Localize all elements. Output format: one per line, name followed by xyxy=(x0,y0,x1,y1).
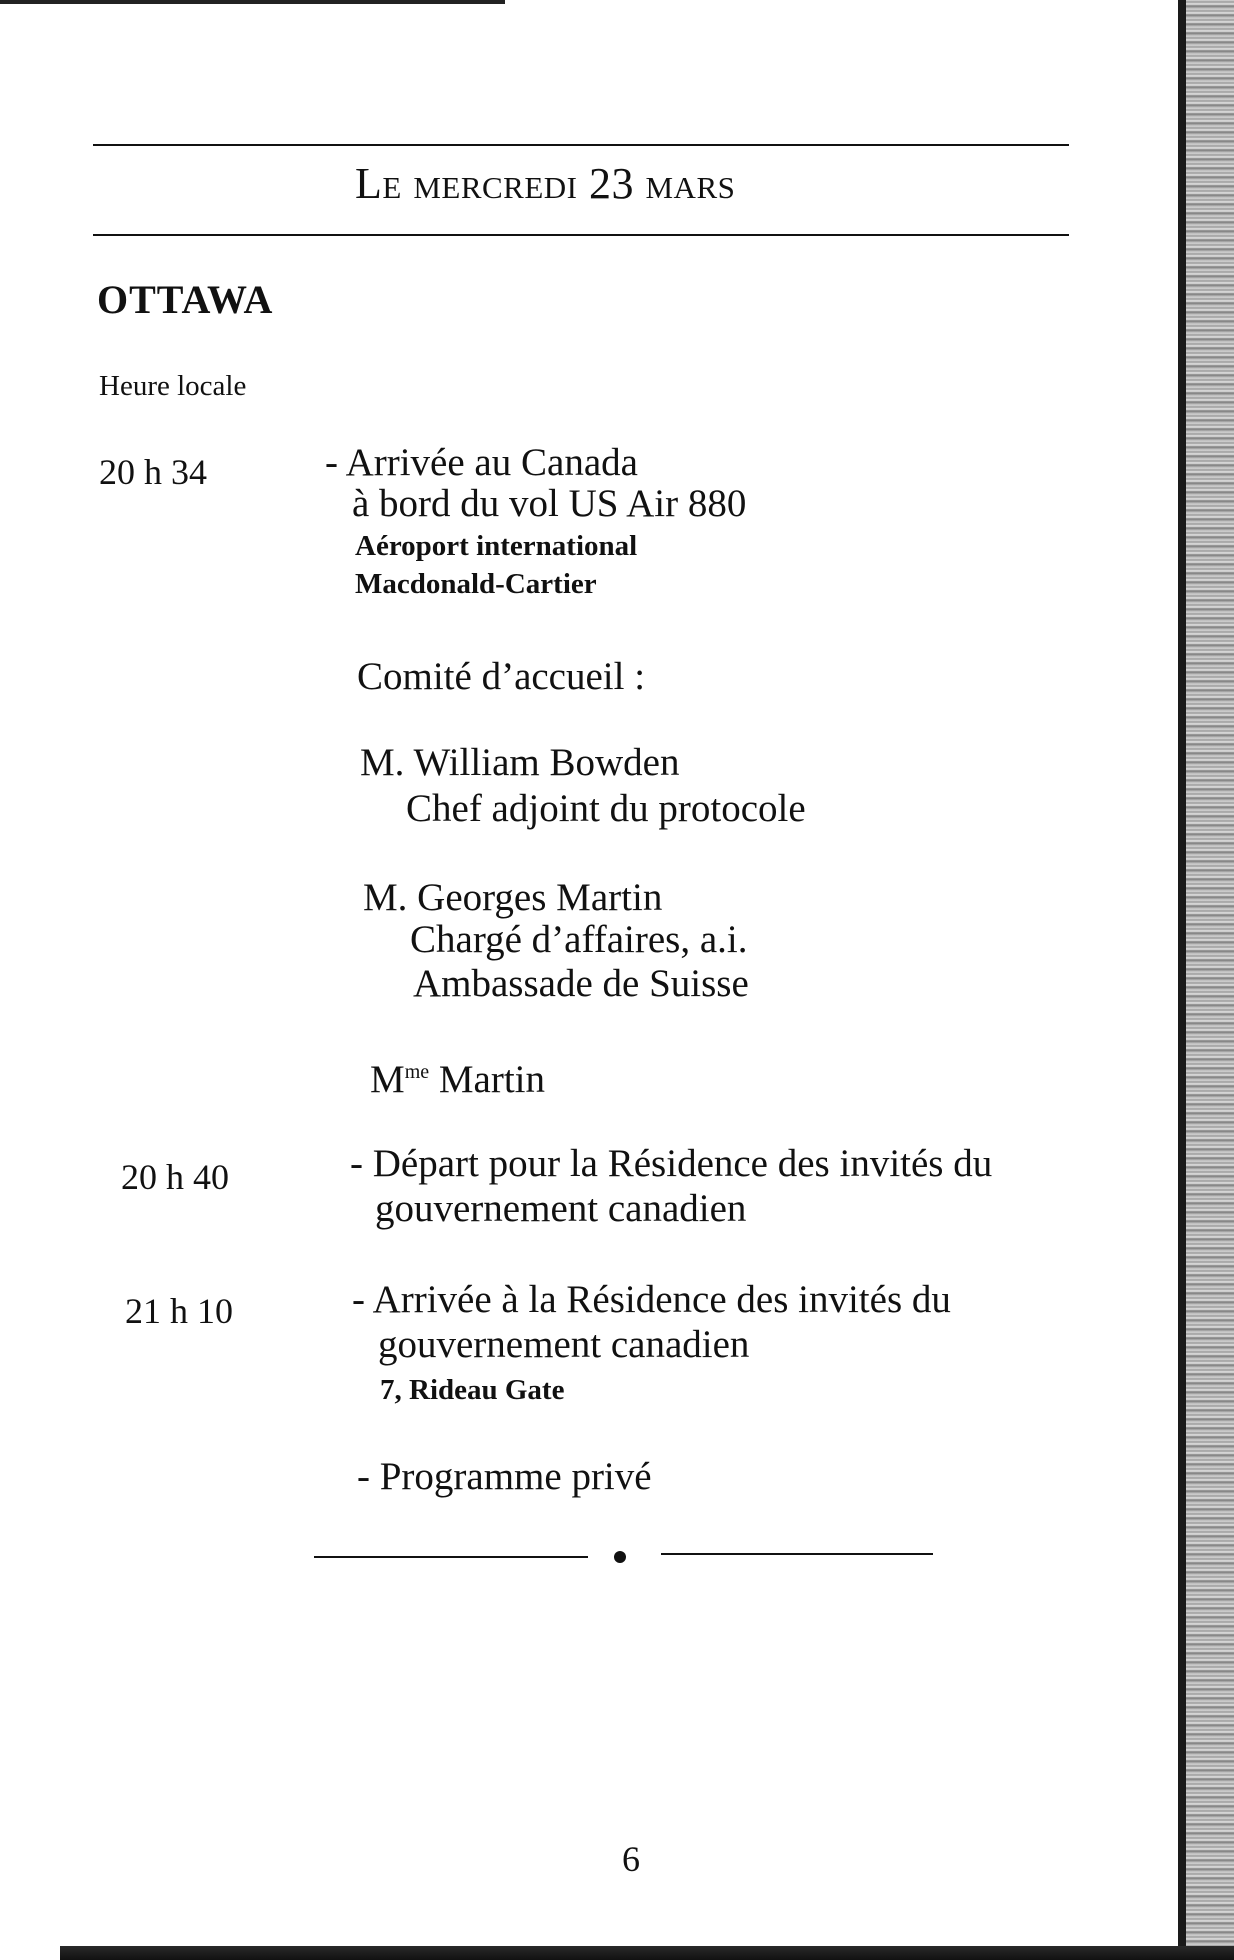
entry-2-line-1: - Départ pour la Résidence des invités du xyxy=(350,1142,993,1185)
time-entry-3: 21 h 10 xyxy=(125,1291,233,1331)
committee-member-2-role-1: Chargé d’affaires, a.i. xyxy=(410,918,748,961)
entry-1-line-2: à bord du vol US Air 880 xyxy=(352,482,747,525)
committee-label: Comité d’accueil : xyxy=(357,655,646,698)
committee-member-3-name: $M^{me}$ Martin xyxy=(370,1058,546,1101)
time-entry-1: 20 h 34 xyxy=(99,452,207,492)
time-entry-2: 20 h 40 xyxy=(121,1157,229,1197)
entry-1-place-1: Aéroport international xyxy=(355,530,638,562)
ornament-rule-left xyxy=(314,1556,588,1558)
scan-right-edge xyxy=(1178,0,1234,1960)
header-rule-top xyxy=(93,144,1069,146)
private-program: - Programme privé xyxy=(357,1455,652,1498)
ornament-bullet xyxy=(614,1551,626,1563)
scan-top-edge xyxy=(0,0,505,4)
city-heading: OTTAWA xyxy=(97,277,274,322)
committee-member-1-role: Chef adjoint du protocole xyxy=(406,787,806,830)
entry-1-line-1: - Arrivée au Canada xyxy=(325,441,638,484)
header-rule-bottom xyxy=(93,234,1069,236)
local-time-label: Heure locale xyxy=(99,370,247,402)
scan-bottom-edge xyxy=(60,1946,1234,1960)
ornament-rule-right xyxy=(661,1553,933,1555)
committee-member-2-name: M. Georges Martin xyxy=(363,876,663,919)
entry-3-line-1: - Arrivée à la Résidence des invités du xyxy=(352,1278,951,1321)
entry-3-line-2: gouvernement canadien xyxy=(378,1323,750,1366)
committee-member-2-role-2: Ambassade de Suisse xyxy=(413,962,749,1005)
page-number: 6 xyxy=(622,1839,640,1879)
committee-member-1-name: M. William Bowden xyxy=(360,741,680,784)
entry-2-line-2: gouvernement canadien xyxy=(375,1187,747,1230)
entry-1-place-2: Macdonald-Cartier xyxy=(355,568,597,600)
page-title: Le mercredi 23 mars xyxy=(355,159,736,208)
entry-3-place: 7, Rideau Gate xyxy=(380,1374,565,1406)
